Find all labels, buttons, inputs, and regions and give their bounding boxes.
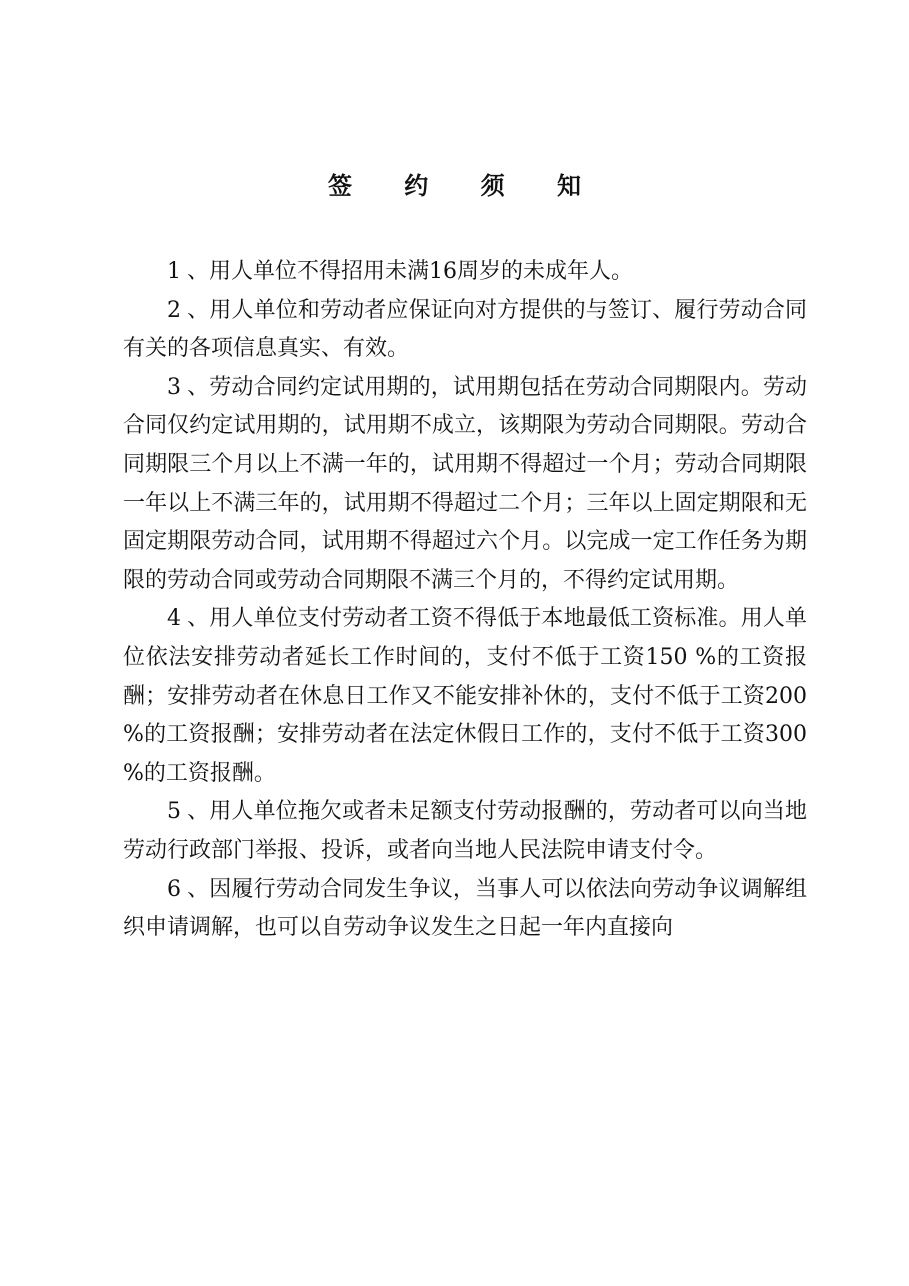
paragraph-text: 、因履行劳动合同发生争议，当事人可以依法向劳动争议调解组织申请调解，也可以自劳动争议发生之日起一年内直接向 [123, 876, 807, 941]
document-body [123, 253, 807, 948]
paragraph-number: 6 [167, 876, 181, 902]
paragraph-6 [123, 871, 807, 948]
paragraph-4 [123, 600, 807, 793]
paragraph-text: 、劳动合同约定试用期的，试用期包括在劳动合同期限内。劳动合同仅约定试用期的，试用期不成立，该期限为劳动合同期限。劳动合同期限三个月以上不满一年的，试用期不得超过一个月；劳动合同期限一年以上不满三年的，试用期不得超过二个月；三年以上固定期限和无固定期限劳动合同，试用期不得超过六个月。以完成一定工作任务为期限的劳动合同或劳动合同期限不满三个月的，不得约定试用期。 [123, 374, 807, 593]
paragraph-number: 3 [167, 374, 181, 400]
paragraph-text: 、用人单位支付劳动者工资不得低于本地最低工资标准。用人单位依法安排劳动者延长工作时间的，支付不低于工资150 %的工资报酬；安排劳动者在休息日工作又不能安排补休的，支付不低于工资200 %的工资报酬；安排劳动者在法定休假日工作的，支付不低于工资300 %的工资报酬。 [123, 606, 807, 786]
paragraph-3 [123, 369, 807, 601]
paragraph-text: 、用人单位和劳动者应保证向对方提供的与签订、履行劳动合同有关的各项信息真实、有效。 [123, 297, 807, 362]
paragraph-1 [123, 253, 807, 292]
paragraph-2 [123, 292, 807, 369]
paragraph-number: 5 [167, 799, 181, 825]
document-title: 签 约 须 知 [327, 171, 604, 200]
paragraph-5 [123, 793, 807, 870]
paragraph-text: 、用人单位不得招用未满16周岁的未成年人。 [187, 259, 633, 284]
paragraph-number: 1 [167, 259, 181, 284]
paragraph-number: 4 [167, 606, 181, 632]
paragraph-number: 2 [167, 297, 181, 323]
paragraph-text: 、用人单位拖欠或者未足额支付劳动报酬的，劳动者可以向当地劳动行政部门举报、投诉，或者向当地人民法院申请支付令。 [123, 799, 807, 863]
